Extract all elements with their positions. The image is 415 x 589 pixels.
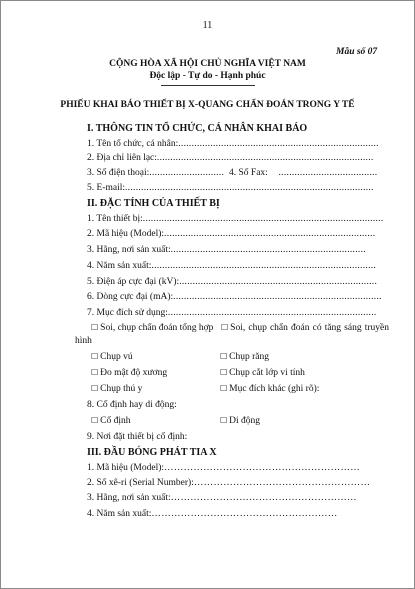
option-general-label: Soi, chụp chẩn đoán tổng hợp: [100, 323, 214, 333]
tube-year-dots: …………………………………………………: [151, 509, 338, 519]
option-densitometry-label: Đo mật độ xương: [100, 368, 168, 378]
option-dental[interactable]: [220, 353, 269, 363]
model-dots: ...............................................................................: [164, 229, 376, 239]
address-field[interactable]: [87, 154, 374, 164]
tube-model-field[interactable]: [87, 464, 360, 474]
form-code: Mẫu số 07: [336, 47, 378, 57]
phone-label: 3. Số điện thoại:: [87, 168, 150, 178]
checkbox-icon[interactable]: ☐: [220, 368, 228, 377]
option-other-label: Mục đích khác (ghi rõ):: [229, 384, 320, 394]
tube-manufacturer-label: 3. Hãng, nơi sản xuất:: [87, 493, 171, 503]
option-fixed[interactable]: [91, 417, 131, 427]
year-field[interactable]: [87, 262, 376, 272]
current-dots: ..............................................................................: [173, 292, 382, 302]
tube-model-dots: ……………………………………………………: [164, 463, 361, 473]
page-number: 11: [202, 20, 213, 31]
checkbox-icon[interactable]: ☐: [220, 384, 228, 393]
option-mobile-label: Di động: [229, 416, 261, 426]
checkbox-icon[interactable]: ☐: [220, 352, 228, 361]
mobility-label: 8. Cố định hay di động:: [87, 400, 177, 410]
option-veterinary-label: Chụp thú y: [100, 384, 143, 394]
section3-heading: III. ĐẦU BÓNG PHÁT TIA X: [87, 447, 217, 458]
voltage-label: 5. Điện áp cực đại (kV):: [87, 277, 180, 287]
tube-manufacturer-dots: …………………………………………………: [170, 493, 357, 503]
device-name-field[interactable]: [87, 215, 384, 225]
tube-model-label: 1. Mã hiệu (Model):: [87, 463, 165, 473]
option-ct[interactable]: [220, 369, 305, 379]
phone-field[interactable]: [87, 169, 224, 179]
option-intensifier[interactable]: [75, 321, 389, 348]
tube-year-label: 4. Năm sản xuất:: [87, 509, 152, 519]
device-name-label: 1. Tên thiết bị:: [87, 214, 143, 224]
tube-serial-dots: ………………………………………………: [193, 478, 371, 488]
email-label: 5. E-mail:: [87, 183, 125, 193]
manufacturer-field[interactable]: [87, 246, 366, 256]
model-field[interactable]: [87, 230, 375, 240]
option-fixed-label: Cố định: [100, 416, 131, 426]
org-name-dots: ...........................................................................: [178, 139, 379, 149]
motto: Độc lập - Tự do - Hạnh phúc: [149, 71, 266, 81]
option-densitometry[interactable]: [91, 369, 167, 379]
location-label: 9. Nơi đặt thiết bị cố định:: [87, 432, 188, 442]
fax-field[interactable]: [229, 169, 378, 179]
motto-underline: [161, 85, 255, 86]
option-mobile[interactable]: [220, 417, 260, 427]
current-field[interactable]: [87, 293, 382, 303]
model-label: 2. Mã hiệu (Model):: [87, 229, 165, 239]
section2-heading: II. ĐẶC TÍNH CỦA THIẾT BỊ: [87, 198, 220, 209]
option-veterinary[interactable]: [91, 385, 142, 395]
checkbox-icon[interactable]: ☐: [91, 323, 99, 332]
tube-year-field[interactable]: [87, 510, 338, 520]
tube-serial-label: 2. Số xê-ri (Serial Number):: [87, 478, 194, 488]
voltage-field[interactable]: [87, 278, 377, 288]
checkbox-icon[interactable]: ☐: [220, 416, 228, 425]
email-dots: .............................................................................................: [125, 183, 374, 193]
org-name-label: 1. Tên tổ chức, cá nhân:: [87, 139, 179, 149]
voltage-dots: ..........................................................................: [179, 277, 378, 287]
year-dots: ....................................................................................: [151, 261, 377, 271]
current-label: 6. Dòng cực đại (mA):: [87, 292, 174, 302]
org-name-field[interactable]: [87, 140, 379, 150]
national-title: CỘNG HÒA XÃ HỘI CHỦ NGHĨA VIỆT NAM: [109, 59, 306, 69]
checkbox-icon[interactable]: ☐: [91, 352, 99, 361]
purpose-field[interactable]: [87, 309, 377, 319]
option-dental-label: Chụp răng: [229, 352, 270, 362]
phone-dots: ............................: [149, 168, 225, 178]
option-mammography-label: Chụp vú: [100, 352, 133, 362]
email-field[interactable]: [87, 184, 374, 194]
tube-manufacturer-field[interactable]: [87, 494, 357, 504]
checkbox-icon[interactable]: ☐: [221, 323, 229, 332]
form-title: PHIẾU KHAI BÁO THIẾT BỊ X-QUANG CHẨN ĐOÁN TRONG Y TẾ: [60, 100, 355, 110]
purpose-dots: ..............................................................................: [167, 308, 377, 318]
fax-dots: .....................................: [267, 168, 378, 178]
tube-serial-field[interactable]: [87, 479, 370, 489]
option-other[interactable]: [220, 385, 319, 395]
year-label: 4. Năm sản xuất:: [87, 261, 152, 271]
option-ct-label: Chụp cắt lớp vi tính: [229, 368, 305, 378]
purpose-label: 7. Mục đích sử dụng:: [87, 308, 168, 318]
option-intensifier-label: Soi, chụp chẩn đoán có tăng sáng truyền hình: [75, 323, 389, 346]
checkbox-icon[interactable]: ☐: [91, 368, 99, 377]
checkbox-icon[interactable]: ☐: [91, 384, 99, 393]
address-dots: .................................................................................: [156, 153, 374, 163]
manufacturer-label: 3. Hãng, nơi sản xuất:: [87, 245, 171, 255]
address-label: 2. Địa chỉ liên lạc:: [87, 153, 157, 163]
option-mammography[interactable]: [91, 353, 133, 363]
manufacturer-dots: .........................................................................: [170, 245, 366, 255]
fax-label: 4. Số Fax:: [229, 168, 268, 178]
section1-heading: I. THÔNG TIN TỔ CHỨC, CÁ NHÂN KHAI BÁO: [87, 123, 308, 134]
device-name-dots: ..........................................................................................: [142, 214, 384, 224]
checkbox-icon[interactable]: ☐: [91, 416, 99, 425]
